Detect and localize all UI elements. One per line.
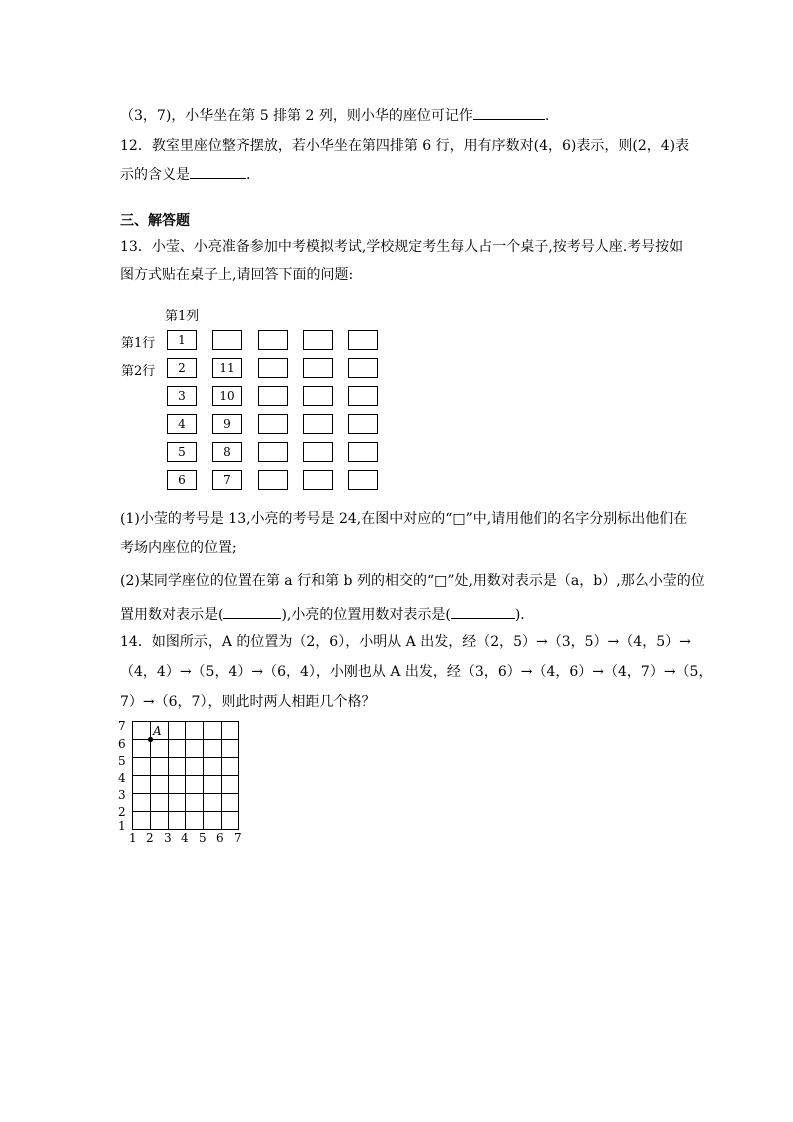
column-1-label: 第1列 [165, 309, 200, 324]
q13-part2-text3: ). [514, 607, 525, 623]
desk[interactable] [258, 386, 288, 406]
y-tick-label: 5 [118, 754, 126, 768]
x-tick-label: 7 [234, 831, 242, 845]
y-tick-label: 7 [118, 719, 126, 733]
y-tick-label: 6 [118, 737, 126, 751]
q11-line [120, 105, 549, 125]
desk[interactable] [303, 330, 333, 350]
q13-part2-line2 [120, 604, 525, 624]
q13-part1-line1: (1)小莹的考号是 13,小亮的考号是 24,在图中对应的“□”中,请用他们的名字分别标出他们在 [120, 511, 688, 527]
desk[interactable] [348, 330, 378, 350]
desk[interactable] [303, 386, 333, 406]
desk[interactable] [348, 358, 378, 378]
desk[interactable] [303, 414, 333, 434]
desk[interactable]: 11 [212, 358, 242, 378]
desk[interactable] [258, 470, 288, 490]
desk[interactable] [258, 442, 288, 462]
desk[interactable] [212, 330, 242, 350]
desk[interactable]: 5 [167, 442, 197, 462]
desk[interactable]: 10 [212, 386, 242, 406]
desk[interactable]: 4 [167, 414, 197, 434]
desk[interactable]: 2 [167, 358, 197, 378]
desk[interactable] [348, 442, 378, 462]
desk[interactable] [258, 330, 288, 350]
desk[interactable] [348, 470, 378, 490]
y-tick-label: 1 [118, 819, 126, 833]
grid-lines [132, 721, 239, 830]
desk[interactable]: 6 [167, 470, 197, 490]
x-tick-label: 6 [216, 831, 224, 845]
q13-part2-text1: 置用数对表示是( [120, 607, 224, 623]
q12-answer-blank[interactable] [190, 164, 246, 179]
row-2-label: 第2行 [121, 364, 156, 379]
desk[interactable] [258, 358, 288, 378]
q14-line2: （4，4）→（5，4）→（6，4），小刚也从 A 出发，经（3，6）→（4，6）→（4，7）→（5， [120, 664, 713, 680]
q12-line2 [120, 164, 250, 184]
desk[interactable] [303, 358, 333, 378]
q13-part2-text2: ),小亮的位置用数对表示是( [281, 607, 451, 623]
x-tick-label: 5 [199, 831, 207, 845]
q13-line2: 图方式贴在桌子上,请回答下面的问题: [120, 267, 354, 283]
y-tick-label: 4 [118, 771, 126, 785]
q14-line3: 7）→（6，7），则此时两人相距几个格？ [120, 694, 376, 710]
q12-line2-text: 示的含义是 [120, 167, 190, 183]
x-tick-label: 2 [146, 831, 154, 845]
q13-xiaoliang-blank[interactable] [451, 604, 515, 619]
desk[interactable] [348, 386, 378, 406]
q11-end: . [544, 108, 550, 124]
x-tick-label: 3 [164, 831, 172, 845]
q13-part2-line1: (2)某同学座位的位置在第 a 行和第 b 列的相交的“□”处,用数对表示是（a，b）,那么小莹的位 [120, 573, 705, 589]
q12-line1: 12．教室里座位整齐摆放，若小华坐在第四排第 6 行，用有序数对(4，6)表示，则(2，4)表 [120, 138, 690, 154]
desk[interactable]: 3 [167, 386, 197, 406]
row-1-label: 第1行 [121, 336, 156, 351]
y-tick-label: 2 [118, 805, 126, 819]
q11-text: （3，7)，小华坐在第 5 排第 2 列，则小华的座位可记作 [120, 108, 473, 124]
desk[interactable]: 7 [212, 470, 242, 490]
x-tick-label: 1 [129, 831, 137, 845]
desk[interactable] [348, 414, 378, 434]
desk[interactable]: 9 [212, 414, 242, 434]
y-tick-label: 3 [118, 788, 126, 802]
desk[interactable] [303, 442, 333, 462]
desk[interactable]: 1 [167, 330, 197, 350]
q12-end: . [246, 167, 251, 183]
q13-part1-line2: 考场内座位的位置; [120, 540, 237, 556]
desk[interactable] [258, 414, 288, 434]
desk[interactable] [303, 470, 333, 490]
q13-line1: 13．小莹、小亮准备参加中考模拟考试,学校规定考生每人占一个桌子,按考号人座.考号按如 [120, 239, 684, 255]
q13-xiaoying-blank[interactable] [223, 604, 281, 619]
q14-line1: 14．如图所示，A 的位置为（2，6），小明从 A 出发，经（2，5）→（3，5）→（4，5）→ [120, 634, 691, 650]
x-tick-label: 4 [181, 831, 189, 845]
q11-answer-blank[interactable] [473, 105, 545, 120]
coordinate-grid [112, 718, 252, 848]
desk[interactable]: 8 [212, 442, 242, 462]
point-a-label: A [153, 724, 162, 738]
section-heading: 三、解答题 [120, 213, 190, 229]
